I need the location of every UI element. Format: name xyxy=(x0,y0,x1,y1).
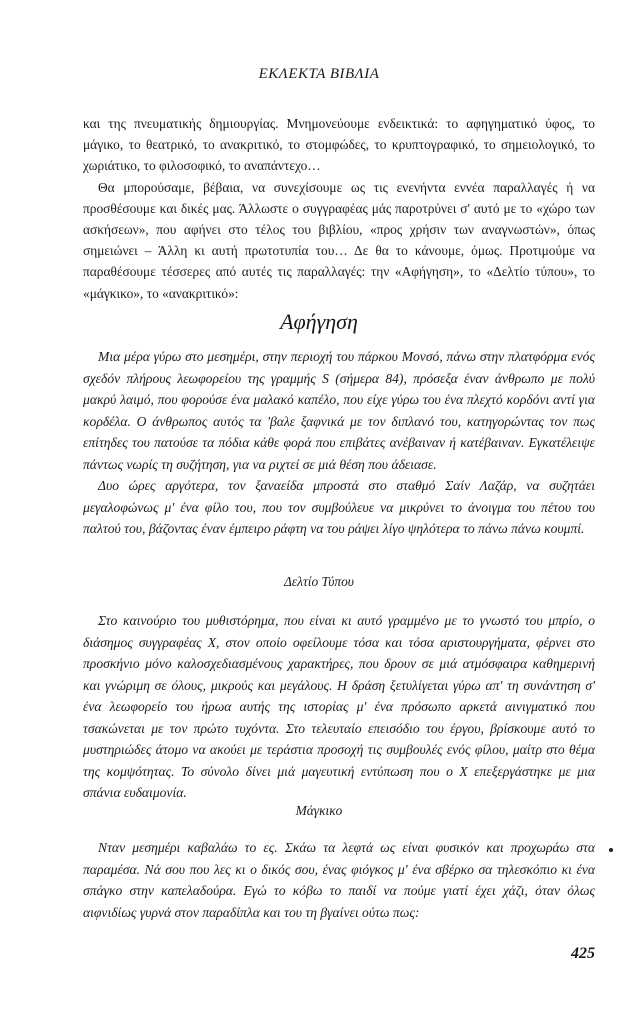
magiko-paragraph: Νταν μεσημέρι καβαλάω το ες. Σκάω τα λεφτά ως είναι φυσικόν και προχωράω στα παραμέσα. Νά σου που λες κι ο δικός σου, ένας φιόγκος μ' ένα σβέρκο σα τηλεσκόπιο κι ένα σπάγκο στην καπελαδούρα. Εγώ το κόβω το παιδί να πούμε γιατί έχει χάζι, όταν όλως αιφνιδίως γυρνά στον παραδίπλα και του τη βγαίνει ούτω πως: xyxy=(83,840,595,920)
afigisi-paragraph: Δυο ώρες αργότερα, τον ξαναείδα μπροστά στο σταθμό Σαίν Λαζάρ, να συζητάει μεγαλοφώνως μ' ένα φίλο του, που τον συμβούλευε να μικρύνει το άνοιγμα του πέτου του παλτού του, βάζοντας έναν έμπειρο ράφτη να του ράψει λίγο ψηλότερα το πάνω πάνω κουμπί. xyxy=(83,478,595,536)
page-number: 425 xyxy=(571,945,595,962)
deltio-paragraph: Στο καινούριο του μυθιστόρημα, που είναι κι αυτό γραμμένο με το γνωστό του μπρίο, ο διάσημος συγγραφέας Χ, στον οποίο οφείλουμε τόσα και τόσα αριστουργήματα, φέρνει στο προσκήνιο μόνο καλοσχεδιασμένους χαρακτήρες, που δρουν σε μιά ατμόσφαιρα καθημερινή και γνώριμη σε όλους, μικρούς και μεγάλους. Η δράση ξετυλίγεται γύρω απ' τη συνάντηση σ' ένα λεωφορείο του ήρωα αυτής της ιστορίας μ' ένα πρόσωπο αρκετά αινιγματικό που τσακώνεται με τον πρώτο τυχόντα. Στο τελευταίο επεισόδιο του έργου, βρίσκουμε αυτό το μυστηριώδες άτομο να ακούει με τεράστια προσοχή τις συμβουλές ενός φίλου, μαίτρ στο θέμα της κομψότητας. Το σύνολο δίνει μιά μαγευτική εντύπωση που ο Χ επεξεργάστηκε με μια σπάνια ευδαιμονία. xyxy=(83,613,595,800)
deltio-text xyxy=(83,610,595,804)
section-title-deltio: Δελτίο Τύπου xyxy=(284,574,354,589)
intro-text xyxy=(83,113,595,304)
magiko-text xyxy=(83,837,595,923)
margin-dot xyxy=(609,848,613,852)
section-title-afigisi: Αφήγηση xyxy=(280,309,358,334)
running-head: ΕΚΛΕΚΤΑ ΒΙΒΛΙΑ xyxy=(258,66,380,82)
afigisi-paragraph: Μια μέρα γύρω στο μεσημέρι, στην περιοχή του πάρκου Μονσό, πάνω στην πλατφόρμα ενός σχεδόν πλήρους λεωφορείου της γραμμής S (σήμερα 84), πρόσεξα έναν άνθρωπο με πολύ μακρύ λαιμό, που φορούσε ένα μαλακό καπέλο, που είχε γύρω του ένα πλεχτό κορδόνι αντί για κορδέλα. Ο άνθρωπος αυτός τα 'βαλε ξαφνικά με τον διπλανό του, κατηγορώντας τον πως επίτηδες του πατούσε τα πόδια κάθε φορά που επιβάτες ανέβαιναν ή κατέβαιναν. Εγκατέλειψε πάντως νωρίς τη συζήτηση, για να ριχτεί σε μιά θέση που άδειασε. xyxy=(83,349,595,472)
section-title-magiko: Μάγκικο xyxy=(295,803,343,818)
intro-paragraph: και της πνευματικής δημιουργίας. Μνημονεύουμε ενδεικτικά: το αφηγηματικό ύφος, το μάγικο, το θεατρικό, το ανακριτικό, το στομφώδες, το κρυπτογραφικό, το σημειολογικό, το χωριάτικο, το φιλοσοφικό, το αναπάντεχο… xyxy=(83,116,595,174)
afigisi-text xyxy=(83,346,595,540)
intro-paragraph: Θα μπορούσαμε, βέβαια, να συνεχίσουμε ως τις ενενήντα εννέα παραλλαγές ή να προσθέσουμε και δικές μας. Άλλωστε ο συγγραφέας μάς παροτρύνει σ' αυτό με το «χώρο των ασκήσεων», που αφήνει στο τέλος του βιβλίου, «προς χρήσιν των αναγνωστών», όπως σημειώνει – Άλλη κι αυτή πρωτοτυπία του… Δε θα το κάνουμε, όμως. Προτιμούμε να παραθέσουμε τέσσερες από αυτές τις παραλλαγές: την «Αφήγηση», το «Δελτίο τύπου», το «μάγκικο», το «ανακριτικό»: xyxy=(83,179,595,301)
